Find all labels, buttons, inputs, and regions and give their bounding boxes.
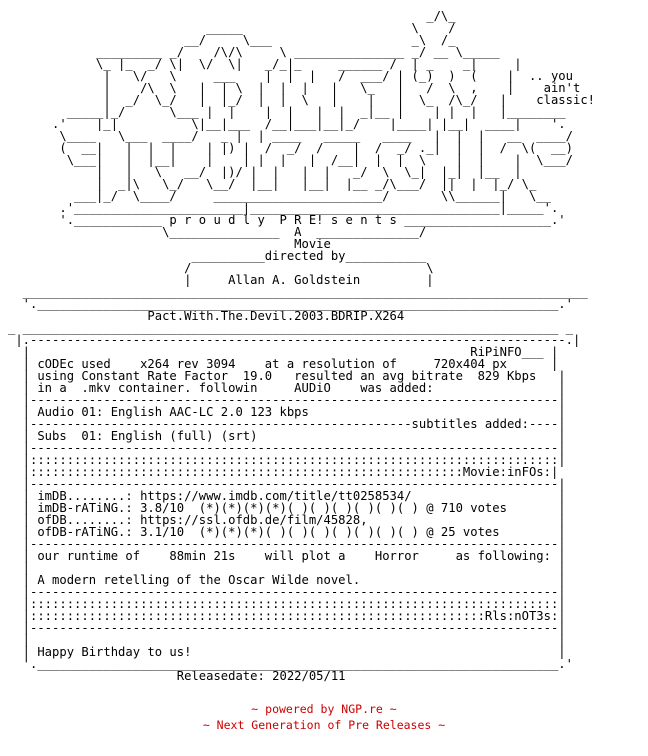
footer-tagline: ~ Next Generation of Pre Releases ~ <box>202 718 446 732</box>
nfo-ascii-art-text: _/\_ _____ \ / __/ \___ _\ /_ _________ _/ /\/\ \ _______________ _/ __ \_____ \_ |_ _/ \| \/ \| _/_|_ ______ / | _ _| | | \/ \ ___ | | | / ___/ | (_) ) ( | .. you | /\ \ | | \ | | | | \_ | / \ , | ain't | _/ \_/ | |_/ | | \ | | | \_ /\_/ | classic! _____|_/ \___ | | | | | | _|__ | | | | |________ .' |_| \|__|___ /__|___|__|_/ |____| |__| ____| '. \____ \___ ____/ _ | | ____ _____ ____ | | | __ ____/ ( __| | | | | |) | / _/ / | / _/ ._| | | / \( __) \___| | |__| | | | | | /__| | | \ | | | \___/ | | \ __/ |)/ | | | | _/ \ \_| |_| |__ | | _|\ \_/ \__/ |__| |__| |__ _/\___/ || | |_/ \_ ___|_/ \____/ _______________________/ \\______| \__ .'_______________________|__________________________________|_____'. '.____________ p r o u d l y P R E! s e n t s ____________________.' \_______________ A ______________/ Movie __________directed by___________ / \ | Allan A. Goldstein | _____________________________________________________________________________ '._______________________________________________________________________.' Pact.With.The.Devil.2003.BDRIP.X264 _ _________________________________________________________________________ _ |.-------------------------------------------------------------------------.| | RiPiNFO___ | | cODEc used x264 rev 3094 at a resolution of 720x404 px | | using Constant Rate Factor 19.0 resulted an avg bitrate 829 Kbps | | in a .mkv container. followin AUDiO was added: | |------------------------------------------------------------------------| | Audio 01: English AAC-LC 2.0 123 kbps | |----------------------------------------------------subtitles added:----| | Subs 01: English (full) (srt) | |------------------------------------------------------------------------| |::::::::::::::::::::::::::::::::::::::::::::::::::::::::::::::::::::::::| |:::::::::::::::::::::::::::::::::::::::::::::::::::::::::::Movie:inFOs:| |------------------------------------------------------------------------| | imDB........: https://www.imdb.com/title/tt0258534/ | | imDB-rATiNG.: 3.8/10 (*)(*)(*)(*)( )( )( )( )( )( ) @ 710 votes | | ofDB........: https://ssl.ofdb.de/film/45828, | | ofDB-rATiNG.: 3.1/10 (*)(*)(*)( )( )( )( )( )( )( ) @ 25 votes | |------------------------------------------------------------------------| | our runtime of 88min 21s will plot a Horror as following: | | | | A modern retelling of the Oscar Wilde novel. | |------------------------------------------------------------------------| |::::::::::::::::::::::::::::::::::::::::::::::::::::::::::::::::::::::::| |::::::::::::::::::::::::::::::::::::::::::::::::::::::::::::::Rls:nOT3s:| |------------------------------------------------------------------------| | | | Happy Birthday to us! | '._______________________________________________________________________.' Releasedate: 2022/05/11 <box>8 9 595 683</box>
footer <box>0 701 648 733</box>
footer-powered-by: ~ powered by NGP.re ~ <box>251 702 397 716</box>
